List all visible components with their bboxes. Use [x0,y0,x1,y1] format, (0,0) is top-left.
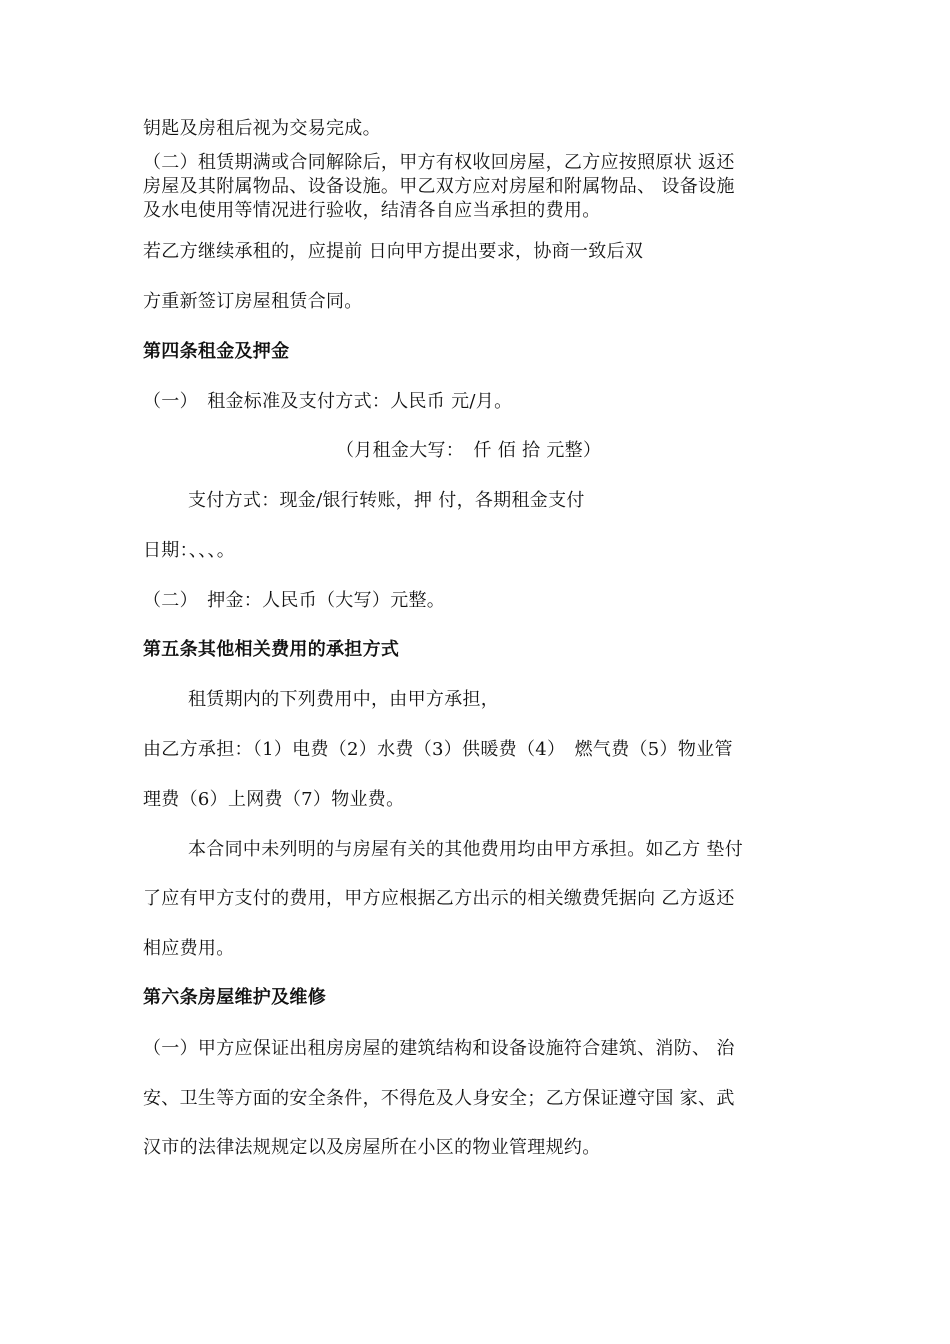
payment-method-line: 支付方式：现金/银行转账，押 付，各期租金支付 [188,490,585,511]
text-line: 及水电使用等情况进行验收，结清各自应当承担的费用。 [143,200,601,221]
text-line: 钥匙及房租后视为交易完成。 [143,118,381,139]
rent-standard-line: （一） 租金标准及支付方式：人民币 元/月。 [143,391,513,412]
text-line: 相应费用。 [143,938,235,959]
text-line: 租赁期内的下列费用中，由甲方承担， [188,689,500,710]
deposit-line: （二） 押金：人民币（大写）元整。 [143,590,446,611]
text-line: （二）租赁期满或合同解除后，甲方有权收回房屋，乙方应按照原状 返还 [143,152,735,173]
text-line: 安、卫生等方面的安全条件，不得危及人身安全；乙方保证遵守国 家、武 [143,1088,735,1109]
rent-uppercase-note: （月租金大写： 仟 佰 拾 元整） [336,440,602,461]
text-line: 若乙方继续承租的，应提前 日向甲方提出要求，协商一致后双 [143,241,644,262]
text-line: 由乙方承担：（1）电费（2）水费（3）供暖费（4） 燃气费（5）物业管 [143,739,733,760]
text-line: 了应有甲方支付的费用，甲方应根据乙方出示的相关缴费凭据向 乙方返还 [143,888,735,909]
text-line: 理费（6）上网费（7）物业费。 [143,789,405,810]
section-heading-4: 第四条租金及押金 [143,341,290,362]
text-line: （一）甲方应保证出租房房屋的建筑结构和设备设施符合建筑、消防、 治 [143,1038,735,1059]
section-heading-5: 第五条其他相关费用的承担方式 [143,639,400,660]
section-heading-6: 第六条房屋维护及维修 [143,987,326,1008]
text-line: 汉市的法律法规规定以及房屋所在小区的物业管理规约。 [143,1137,601,1158]
payment-date-line: 日期：、、、。 [143,540,236,561]
text-line: 本合同中未列明的与房屋有关的其他费用均由甲方承担。如乙方 垫付 [188,839,744,860]
text-line: 方重新签订房屋租赁合同。 [143,291,363,312]
text-line: 房屋及其附属物品、设备设施。甲乙双方应对房屋和附属物品、 设备设施 [143,176,735,197]
